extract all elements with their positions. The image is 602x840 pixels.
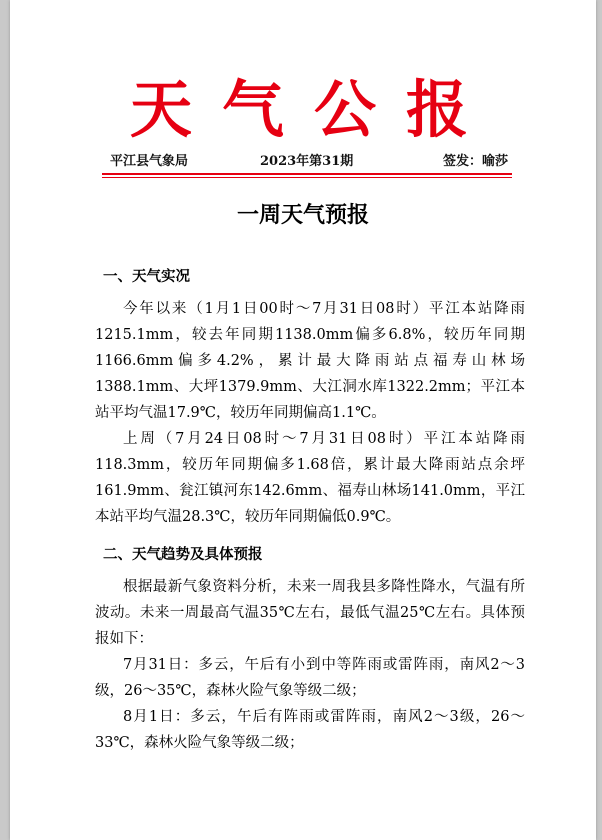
document-title: 一周天气预报 (236, 203, 369, 228)
issuer-name: 平江县气象局 (110, 154, 189, 169)
section-heading-forecast: 二、天气趋势及具体预报 (103, 547, 263, 563)
masthead-divider-thin (102, 177, 512, 178)
document-body (95, 264, 525, 756)
observations-paragraph-year: 今年以来（1月1日00时～7月31日08时）平江本站降雨1215.1mm，较去年同期1138.0mm偏多6.8%，较历年同期1166.6mm偏多4.2%，累计最大降雨站点福寿山林场1388.1mm、大坪1379.9mm、大江洞水库1322.2mm；平江本站平均气温17.9℃，较历年同期偏高1.1℃。 (95, 301, 525, 421)
forecast-paragraph-jul31: 7月31日：多云，午后有小到中等阵雨或雷阵雨，南风2～3级，26～35℃，森林火险气象等级二级； (95, 657, 525, 699)
issue-number: 2023年第31期 (260, 154, 354, 169)
bulletin-page (10, 0, 596, 840)
bulletin-masthead-title: 天气公报 (129, 73, 498, 146)
observations-paragraph-week: 上周（7月24日08时～7月31日08时）平江本站降雨118.3mm，较历年同期偏多1.68倍，累计最大降雨站点余坪161.9mm、瓮江镇河东142.6mm、福寿山林场141.0mm，平江本站平均气温28.3℃，较历年同期偏低0.9℃。 (95, 431, 525, 525)
forecast-paragraph-aug1: 8月1日：多云，午后有阵雨或雷阵雨，南风2～3级，26～33℃，森林火险气象等级二级； (95, 709, 525, 751)
section-heading-observations: 一、天气实况 (103, 269, 190, 285)
signer-name: 签发：喻莎 (442, 154, 508, 169)
masthead-divider-thick (102, 173, 512, 175)
bulletin-meta-row (102, 150, 512, 170)
forecast-paragraph-summary: 根据最新气象资料分析，未来一周我县多降性降水，气温有所波动。未来一周最高气温35℃左右，最低气温25℃左右。具体预报如下： (95, 579, 525, 647)
